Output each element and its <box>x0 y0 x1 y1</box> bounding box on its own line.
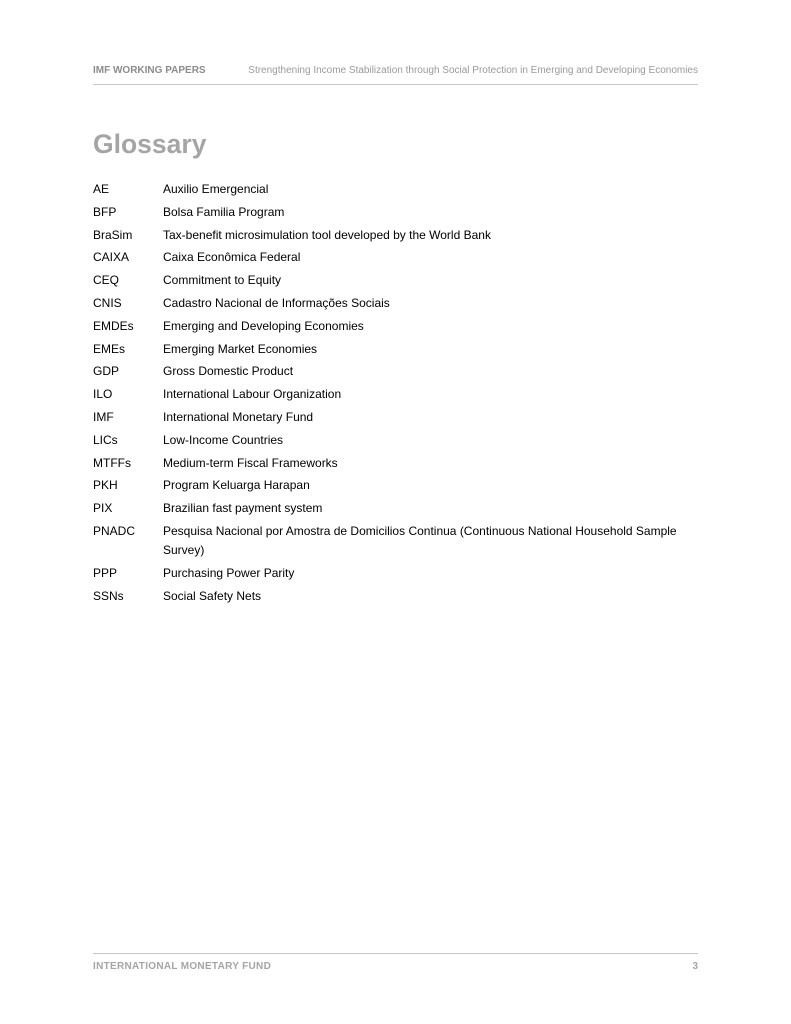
glossary-definition: Commitment to Equity <box>163 273 282 288</box>
glossary-term: MTFFs <box>93 455 131 470</box>
page-title: Glossary <box>93 129 207 159</box>
glossary-definition: Caixa Econômica Federal <box>163 250 301 265</box>
glossary-row <box>93 564 698 583</box>
glossary-term: GDP <box>93 364 120 379</box>
glossary-list <box>93 180 698 609</box>
glossary-row <box>93 340 698 359</box>
glossary-definition: Medium-term Fiscal Frameworks <box>163 455 338 470</box>
glossary-row <box>93 408 698 427</box>
glossary-term: PIX <box>93 501 113 516</box>
glossary-term: ILO <box>93 387 113 402</box>
glossary-definition: Social Safety Nets <box>163 588 262 603</box>
glossary-term: PKH <box>93 478 118 493</box>
glossary-term: IMF <box>93 409 114 424</box>
glossary-term: CNIS <box>93 295 122 310</box>
glossary-term: CAIXA <box>93 250 130 265</box>
glossary-row <box>93 180 698 199</box>
page-number: 3 <box>692 961 698 972</box>
glossary-definition: Brazilian fast payment system <box>163 501 323 516</box>
glossary-definition: Program Keluarga Harapan <box>163 478 310 493</box>
glossary-definition: Gross Domestic Product <box>163 364 294 379</box>
glossary-definition: International Monetary Fund <box>163 409 314 424</box>
glossary-row <box>93 522 698 560</box>
page-footer <box>93 953 698 974</box>
footer-organization: INTERNATIONAL MONETARY FUND <box>93 961 272 972</box>
glossary-row <box>93 362 698 381</box>
glossary-term: SSNs <box>93 588 124 603</box>
glossary-definition: Pesquisa Nacional por Amostra de Domicilios Continua (Continuous National Household Sample Survey) <box>163 523 677 557</box>
glossary-definition: Tax-benefit microsimulation tool developed by the World Bank <box>163 227 491 242</box>
header-series-label: IMF WORKING PAPERS <box>93 65 206 76</box>
glossary-row <box>93 271 698 290</box>
glossary-term: PNADC <box>93 523 136 538</box>
glossary-term: EMDEs <box>93 318 134 333</box>
glossary-definition: Auxilio Emergencial <box>163 182 269 196</box>
glossary-definition: International Labour Organization <box>163 387 342 402</box>
glossary-row <box>93 294 698 313</box>
glossary-row <box>93 385 698 404</box>
glossary-term: PPP <box>93 565 118 580</box>
glossary-definition: Emerging Market Economies <box>163 341 318 356</box>
glossary-row <box>93 248 698 267</box>
glossary-definition: Cadastro Nacional de Informações Sociais <box>163 295 390 310</box>
glossary-row <box>93 587 698 606</box>
glossary-term: EMEs <box>93 341 126 356</box>
glossary-term: LICs <box>93 432 118 447</box>
glossary-row <box>93 476 698 495</box>
glossary-row <box>93 431 698 450</box>
page-header <box>93 64 698 85</box>
glossary-term: AE <box>93 182 110 196</box>
glossary-row <box>93 454 698 473</box>
glossary-row <box>93 203 698 222</box>
glossary-term: BFP <box>93 204 117 219</box>
glossary-definition: Bolsa Familia Program <box>163 204 285 219</box>
glossary-term: CEQ <box>93 273 120 288</box>
glossary-row <box>93 499 698 518</box>
header-document-title: Strengthening Income Stabilization through Social Protection in Emerging and Developing Economies <box>248 65 698 76</box>
glossary-row <box>93 226 698 245</box>
glossary-definition: Purchasing Power Parity <box>163 565 295 580</box>
glossary-term: BraSim <box>93 227 133 242</box>
glossary-definition: Low-Income Countries <box>163 432 284 447</box>
glossary-row <box>93 317 698 336</box>
glossary-definition: Emerging and Developing Economies <box>163 318 364 333</box>
